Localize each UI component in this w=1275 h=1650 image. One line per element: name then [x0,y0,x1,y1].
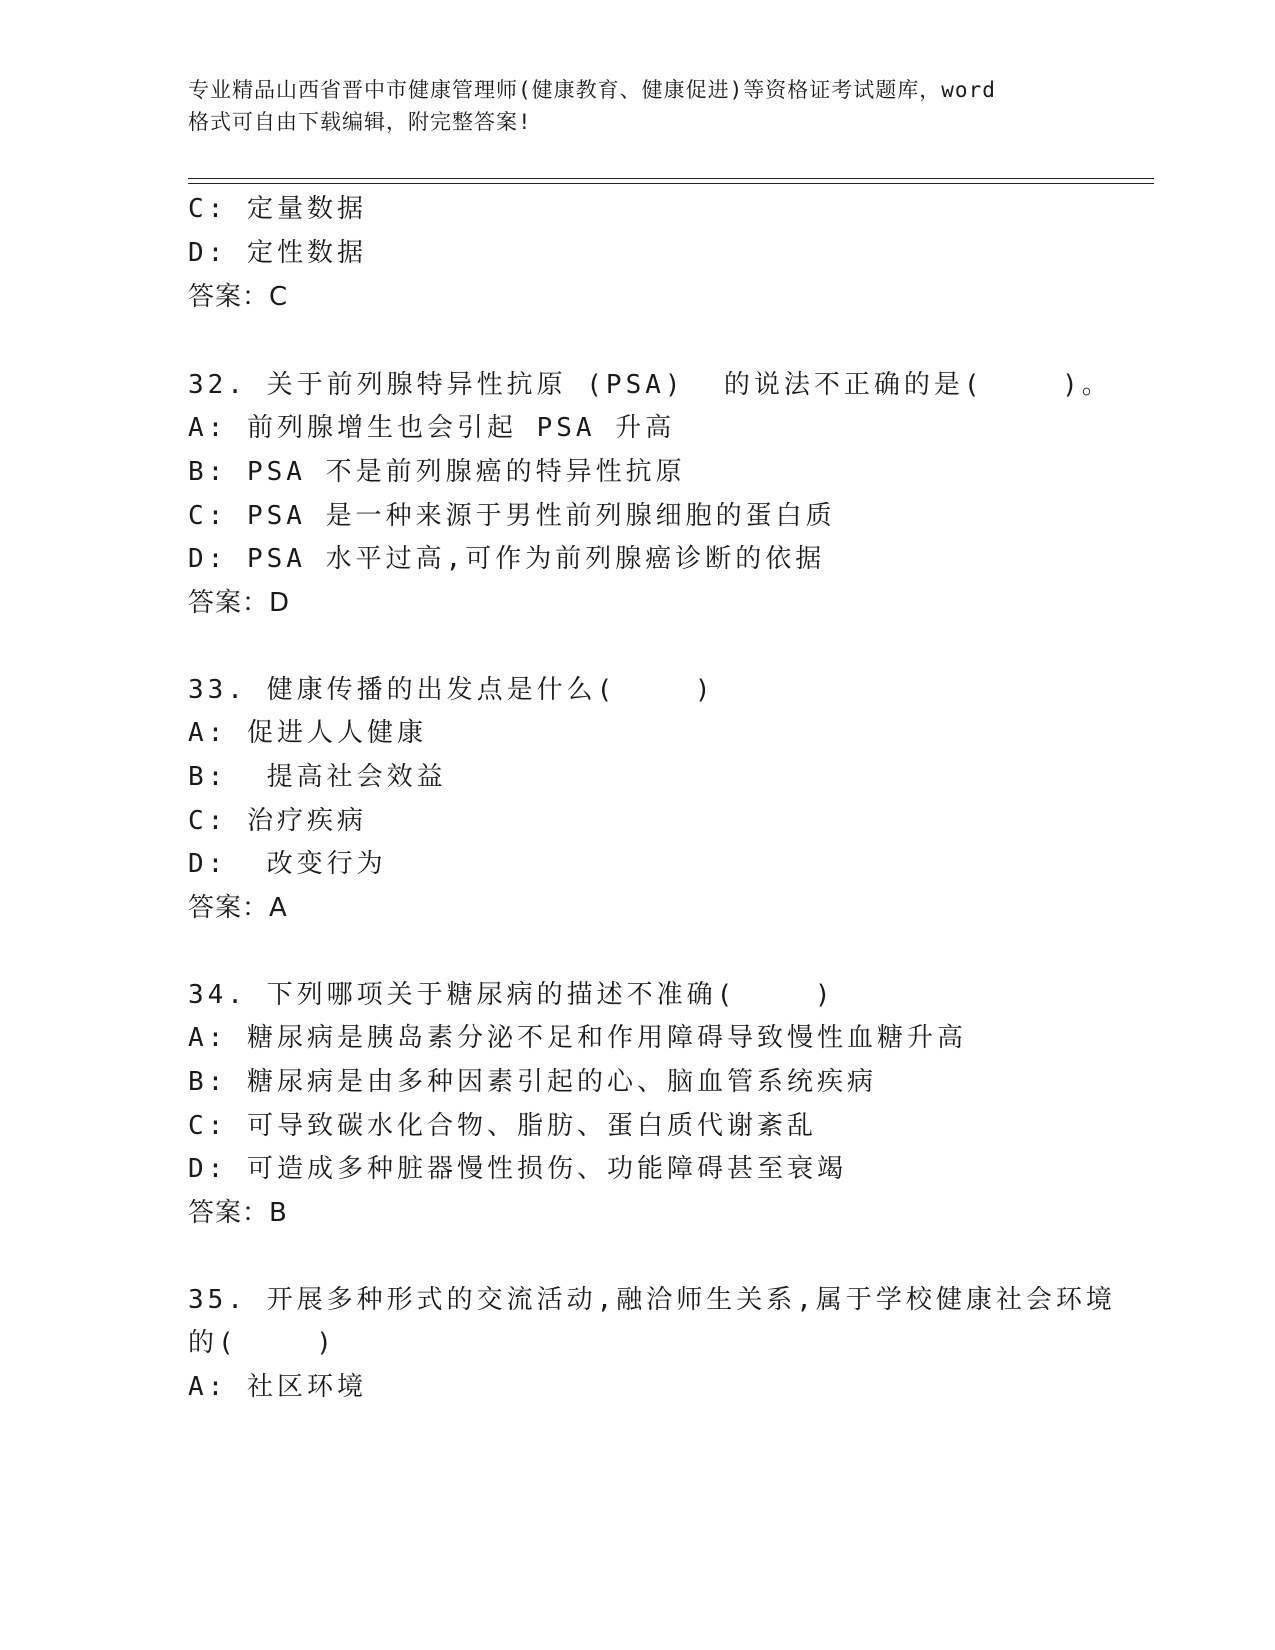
q32-option-b: B: PSA 不是前列腺癌的特异性抗原 [188,457,686,487]
q33-answer: 答案：A [188,893,288,923]
header-divider-bottom [188,183,1154,184]
q34-answer: 答案：B [188,1198,288,1228]
q32-stem: 32. 关于前列腺特异性抗原 (PSA) 的说法不正确的是( )。 [188,370,1112,400]
prev-answer: 答案：C [188,282,289,312]
q34-option-b: B: 糖尿病是由多种因素引起的心、脑血管系统疾病 [188,1067,877,1097]
q33-option-d: D: 改变行为 [188,849,387,879]
q34-option-c: C: 可导致碳水化合物、脂肪、蛋白质代谢紊乱 [188,1111,817,1141]
prev-option-d: D: 定性数据 [188,238,367,268]
q33-option-a: A: 促进人人健康 [188,718,427,748]
q32-option-d: D: PSA 水平过高,可作为前列腺癌诊断的依据 [188,544,826,574]
q35-stem-line-1: 35. 开展多种形式的交流活动,融洽师生关系,属于学校健康社会环境 [188,1285,1116,1315]
q35-option-a: A: 社区环境 [188,1372,367,1402]
page-header [188,74,1088,138]
header-divider-top [188,178,1154,179]
header-line-2: 格式可自由下载编辑，附完整答案! [188,110,532,134]
q34-option-a: A: 糖尿病是胰岛素分泌不足和作用障碍导致慢性血糖升高 [188,1023,967,1053]
q34-stem: 34. 下列哪项关于糖尿病的描述不准确( ) [188,980,835,1010]
q32-answer: 答案：D [188,588,291,618]
q32-option-a: A: 前列腺增生也会引起 PSA 升高 [188,413,676,443]
header-line-1: 专业精品山西省晋中市健康管理师(健康教育、健康促进)等资格证考试题库，word [188,78,996,102]
q33-option-c: C: 治疗疾病 [188,806,367,836]
q35-stem-line-2: 的( ) [188,1328,336,1358]
q33-option-b: B: 提高社会效益 [188,762,447,792]
prev-option-c: C: 定量数据 [188,194,367,224]
q33-stem: 33. 健康传播的出发点是什么( ) [188,675,715,705]
q34-option-d: D: 可造成多种脏器慢性损伤、功能障碍甚至衰竭 [188,1154,847,1184]
q32-option-c: C: PSA 是一种来源于男性前列腺细胞的蛋白质 [188,501,836,531]
